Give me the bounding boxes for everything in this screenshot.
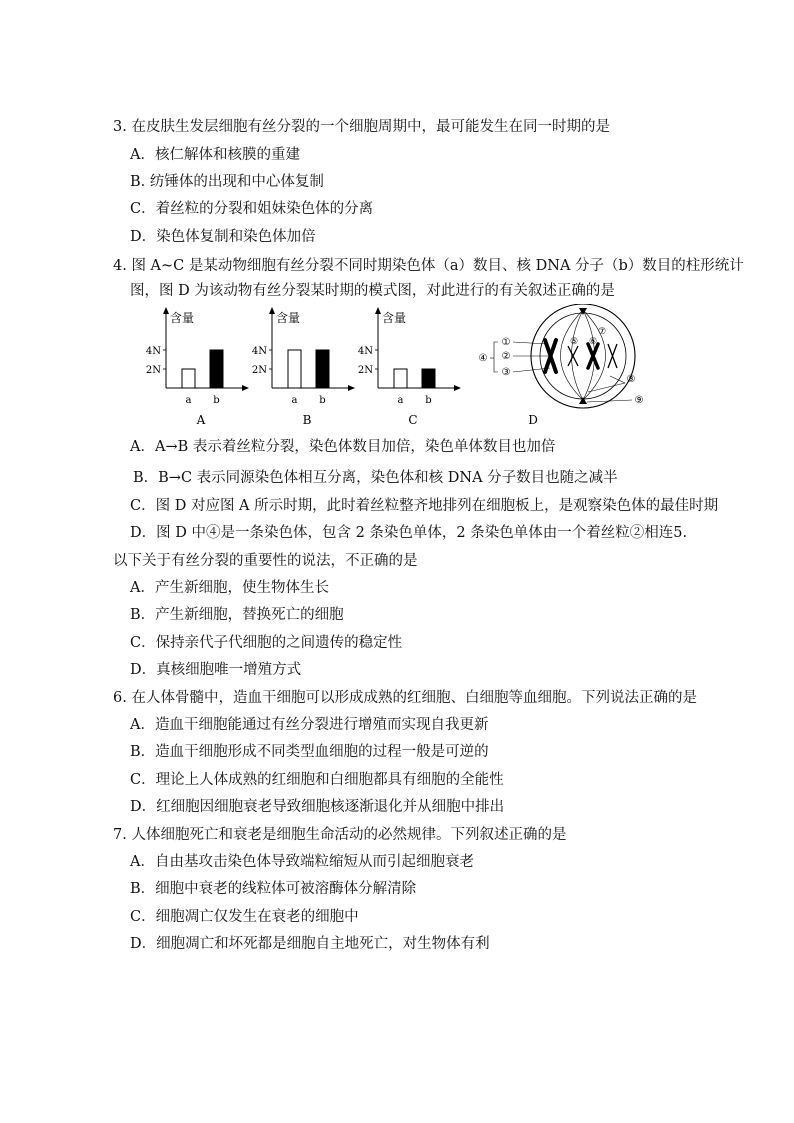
q7-option-b: B．细胞中衰老的线粒体可被溶酶体分解清除 xyxy=(130,881,417,897)
chart-c-tick-label-0: 2N xyxy=(357,365,373,376)
label-3: ③ xyxy=(501,367,511,378)
chart-c-caption: C xyxy=(408,413,418,427)
q6-option-a: A．造血干细胞能通过有丝分裂进行增殖而实现自我更新 xyxy=(130,717,489,733)
label-5: ⑤ xyxy=(569,337,579,347)
chart-b-y-arrow xyxy=(269,307,275,314)
chart-b-tick-label-0: 2N xyxy=(251,365,267,376)
q3-option-b: B. 纺锤体的出现和中心体复制 xyxy=(130,174,324,190)
q6-option-c: C．理论上人体成熟的红细胞和白细胞都具有细胞的全能性 xyxy=(130,772,504,788)
q4-figures xyxy=(140,304,680,430)
chart-b-x-arrow xyxy=(348,385,355,391)
chart-b-category-b: b xyxy=(319,395,326,406)
label-9: ⑨ xyxy=(634,395,644,406)
q5-option-c: C．保持亲代子代细胞的之间遗传的稳定性 xyxy=(130,635,403,651)
chart-a-bar-a xyxy=(182,369,195,388)
q4-option-a: A．A→B 表示着丝粒分裂，染色体数目加倍，染色单体数目也加倍 xyxy=(130,439,556,455)
chart-a-category-a: a xyxy=(185,395,192,406)
q3-option-c: C．着丝粒的分裂和姐妹染色体的分离 xyxy=(130,201,374,217)
q4-figure-svg xyxy=(140,304,680,430)
chart-a-bar-b xyxy=(210,350,223,388)
chart-a-caption: A xyxy=(196,413,206,427)
chart-c-category-a: a xyxy=(397,395,404,406)
label-8: ⑧ xyxy=(626,374,636,385)
q6-option-d: D．红细胞因细胞衰老导致细胞核逐渐退化并从细胞中排出 xyxy=(130,799,505,815)
q6-stem: 6. 在人体骨髓中，造血干细胞可以形成成熟的红细胞、白细胞等血细胞。下列说法正确的是 xyxy=(113,690,697,706)
q5-option-a: A．产生新细胞，使生物体生长 xyxy=(130,580,329,596)
chart-b-bar-b xyxy=(316,350,329,388)
q7-option-a: A．自由基攻击染色体导致端粒缩短从而引起细胞衰老 xyxy=(130,854,474,870)
label-1: ① xyxy=(501,337,511,348)
label-2: ② xyxy=(501,351,511,362)
figure-d-caption: D xyxy=(528,413,538,427)
q3-stem: 3. 在皮肤生发层细胞有丝分裂的一个细胞周期中，最可能发生在同一时期的是 xyxy=(113,119,610,135)
chart-c-tick-label-1: 4N xyxy=(357,346,373,357)
q3-option-a: A．核仁解体和核膜的重建 xyxy=(130,147,300,163)
chart-a-tick-label-0: 2N xyxy=(145,365,161,376)
q5-option-d: D．真核细胞唯一增殖方式 xyxy=(130,662,302,678)
chart-b-category-a: a xyxy=(291,395,298,406)
q4-stem-line2: 图，图 D 为该动物有丝分裂某时期的模式图，对此进行的有关叙述正确的是 xyxy=(130,283,615,299)
chart-b-ylabel: 含量 xyxy=(276,311,301,325)
q7-option-d: D．细胞凋亡和坏死都是细胞自主地死亡，对生物体有利 xyxy=(130,936,490,952)
chart-a-tick-label-1: 4N xyxy=(145,346,161,357)
q4-option-c: C．图 D 对应图 A 所示时期，此时着丝粒整齐地排列在细胞板上，是观察染色体的最佳时期 xyxy=(130,498,719,514)
chart-a-ylabel: 含量 xyxy=(170,311,195,325)
label-6: ⑥ xyxy=(588,337,598,347)
label-7: ⑦ xyxy=(597,327,607,337)
q6-option-b: B．造血干细胞形成不同类型血细胞的过程一般是可逆的 xyxy=(130,744,489,760)
q4-stem-line1: 4. 图 A~C 是某动物细胞有丝分裂不同时期染色体（a）数目、核 DNA 分子（b）数目的柱形统计 xyxy=(113,258,744,274)
chart-b-bar-a xyxy=(288,350,301,388)
chart-a-category-b: b xyxy=(213,395,220,406)
chart-b-tick-label-1: 4N xyxy=(251,346,267,357)
chart-c-bar-b xyxy=(422,369,435,388)
figure-d-labels xyxy=(479,327,644,427)
chart-c-x-arrow xyxy=(454,385,461,391)
chart-a-x-arrow xyxy=(242,385,249,391)
q7-stem: 7. 人体细胞死亡和衰老是细胞生命活动的必然规律。下列叙述正确的是 xyxy=(113,827,567,843)
q4-option-b: B．B→C 表示同源染色体相互分离，染色体和核 DNA 分子数目也随之减半 xyxy=(133,470,618,486)
q5-stem: 以下关于有丝分裂的重要性的说法，不正确的是 xyxy=(113,553,418,569)
label-4: ④ xyxy=(478,353,488,364)
q3-option-d: D．染色体复制和染色体加倍 xyxy=(130,229,316,245)
chart-a-y-arrow xyxy=(163,307,169,314)
q4-option-d: D．图 D 中④是一条染色体，包含 2 条染色单体，2 条染色单体由一个着丝粒②相连5. xyxy=(130,525,688,541)
q7-option-c: C．细胞凋亡仅发生在衰老的细胞中 xyxy=(130,909,359,925)
chart-b-caption: B xyxy=(302,413,312,427)
chart-c-bar-a xyxy=(394,369,407,388)
chart-c-ylabel: 含量 xyxy=(382,311,407,325)
chart-c-y-arrow xyxy=(375,307,381,314)
chart-c-category-b: b xyxy=(425,395,432,406)
q5-option-b: B．产生新细胞，替换死亡的细胞 xyxy=(130,607,344,623)
